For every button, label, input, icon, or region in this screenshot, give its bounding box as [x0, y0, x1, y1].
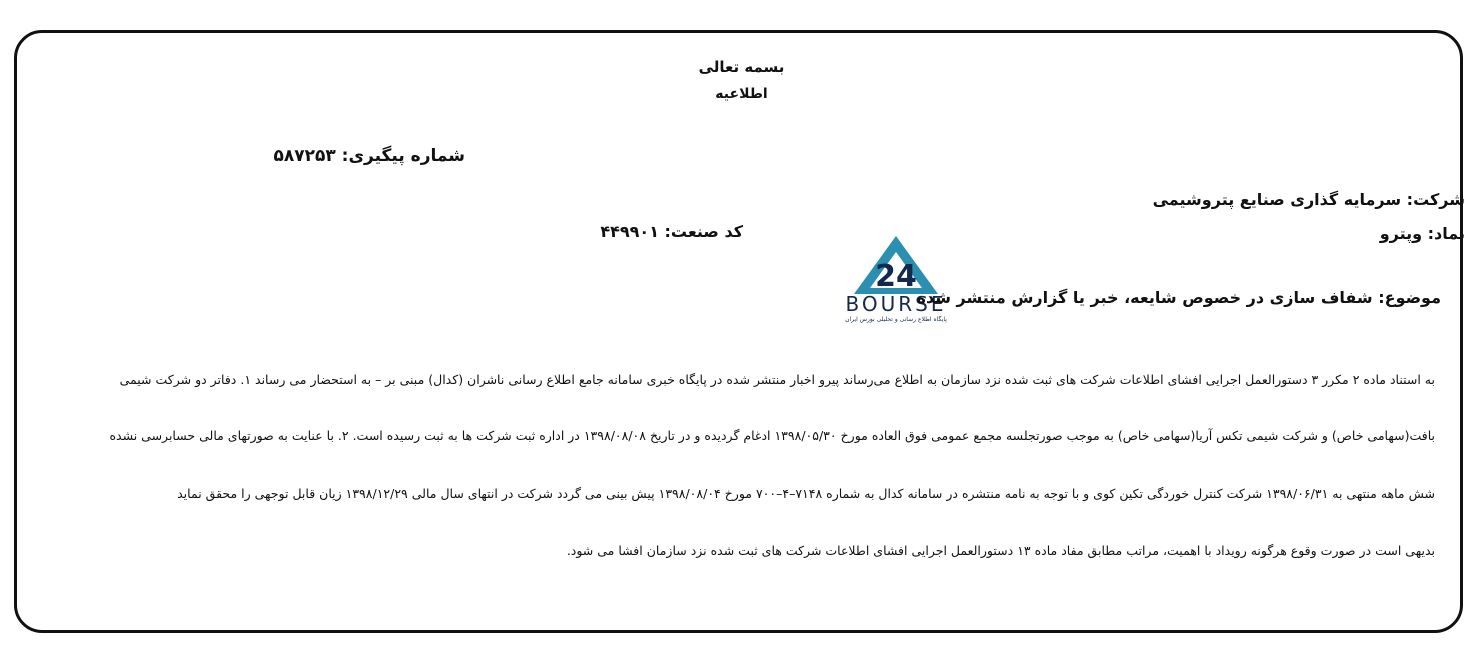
body-paragraph-line: شش ماهه منتهی به ۱۳۹۸/۰۶/۳۱ شرکت کنترل خوردگی تکین کوی و با توجه به نامه منتشره در سامانه کدال به شماره ۷۱۴۸–۴–۷۰۰ مورخ ۱۳۹۸/۰۸/۰۴ پیش بینی می گردد شرکت در انتهای سال مالی ۱۳۹۸/۱۲/۲۹ زیان قابل توجهی را محقق نماید [177, 486, 1435, 501]
tracking-number: شماره پیگیری: ۵۸۷۲۵۳ [273, 146, 465, 166]
subject-line: موضوع: شفاف سازی در خصوص شایعه، خبر یا گزارش منتشر شده [916, 288, 1441, 307]
bourse24-logo [836, 230, 956, 330]
header-announcement: اطلاعیه [715, 86, 768, 102]
header-bismillah: بسمه تعالی [698, 58, 785, 76]
body-paragraph-line: بافت(سهامی خاص) و شرکت شیمی تکس آریا(سهامی خاص) به موجب صورتجلسه مجمع عمومی فوق العاده مورخ ۱۳۹۸/۰۵/۳۰ ادغام گردیده و در تاریخ ۱۳۹۸/۰۸/۰۸ در اداره ثبت شرکت ها به ثبت رسیده است. ۲. با عنایت به صورتهای مالی حسابرسی نشده [109, 428, 1435, 443]
body-paragraph-line: به استناد ماده ۲ مکرر ۳ دستورالعمل اجرایی افشای اطلاعات شرکت های ثبت شده نزد سازمان به اطلاع می‌رساند پیرو اخبار منتشر شده در پایگاه خبری سامانه جامع اطلاع رسانی ناشران (کدال) مبنی بر – به استحضار می رساند ۱. دفاتر دو شرکت شیمی [119, 372, 1435, 387]
logo-triangle-icon [836, 230, 956, 296]
company-name: شرکت: سرمایه گذاری صنایع پتروشیمی [1152, 190, 1465, 209]
logo-word: BOURSE [845, 292, 947, 316]
logo-subtitle: پایگاه اطلاع رسانی و تحلیلی بورس ایران [845, 316, 947, 323]
ticker-symbol: نماد: وپترو [1379, 224, 1465, 243]
body-paragraph-line: بدیهی است در صورت وقوع هرگونه رویداد با اهمیت، مراتب مطابق مفاد ماده ۱۳ دستورالعمل اجرایی افشای اطلاعات شرکت های ثبت شده نزد سازمان افشا می شود. [566, 543, 1435, 558]
industry-code: کد صنعت: ۴۴۹۹۰۱ [600, 222, 743, 241]
svg-text:24: 24 [875, 259, 917, 294]
